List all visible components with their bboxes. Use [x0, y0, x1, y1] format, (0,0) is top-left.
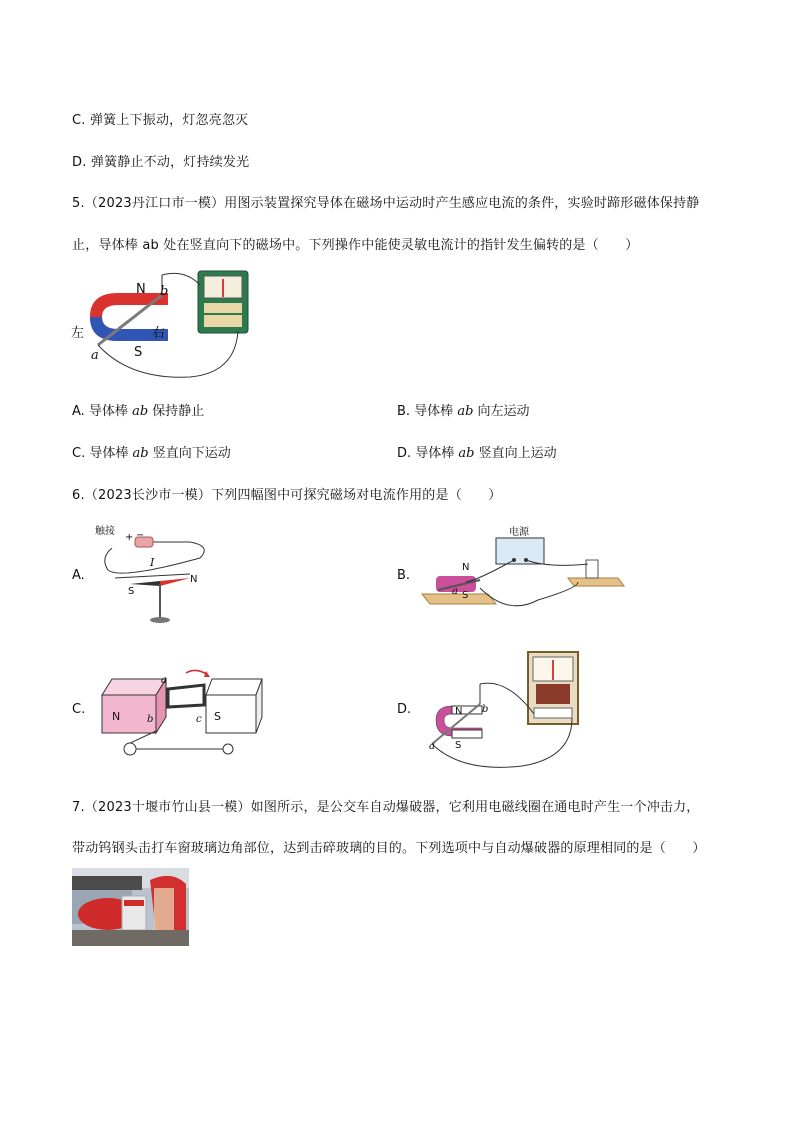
- q6b-label-power: 电源: [509, 527, 529, 538]
- q4-option-d: D. 弹簧静止不动，灯持续发光: [72, 155, 250, 170]
- q5-stem-line1: 5.（2023丹江口市一模）用图示装置探究导体在磁场中运动时产生感应电流的条件，实验时蹄形磁体保持静: [72, 196, 700, 211]
- q6c-label-b: b: [147, 714, 154, 725]
- q6c-label-s: S: [214, 710, 221, 723]
- q6-option-b-letter[interactable]: B.: [397, 568, 411, 583]
- q5-label-s: S: [134, 345, 143, 360]
- q6-option-a-letter[interactable]: A.: [72, 568, 85, 583]
- q6d-label-a: a: [429, 741, 435, 752]
- q5-label-right: 右: [152, 326, 166, 341]
- q5-option-c[interactable]: C. 导体棒 ab 竖直向下运动: [72, 446, 231, 461]
- q6-stem-line1: 6.（2023长沙市一模）下列四幅图中可探究磁场对电流作用的是（ ）: [72, 488, 502, 503]
- q5-option-b[interactable]: B. 导体棒 ab 向左运动: [397, 404, 530, 419]
- q5-label-n: N: [136, 282, 146, 297]
- q6-option-c-letter[interactable]: C.: [72, 702, 86, 717]
- q6a-needle-north: [160, 578, 190, 586]
- q6d-label-n: N: [455, 706, 463, 717]
- q5-label-b: b: [160, 284, 169, 299]
- q6a-label-minus: −: [136, 530, 145, 541]
- q5-option-a[interactable]: A. 导体棒 ab 保持静止: [72, 404, 205, 419]
- q6a-needle-south: [130, 581, 160, 586]
- q6a-label-current: I: [150, 556, 155, 569]
- q6-figure-d-generator: [422, 648, 587, 773]
- q5-figure-generator-circuit: [70, 265, 270, 385]
- q4-option-c: C. 弹簧上下振动，灯忽亮忽灭: [72, 113, 249, 128]
- q5-stem-line2: 止，导体棒 ab 处在竖直向下的磁场中。下列操作中能使灵敏电流计的指针发生偏转的是（ ）: [72, 238, 639, 253]
- q6a-label-plus: +: [125, 532, 134, 543]
- q6c-label-n: N: [112, 710, 121, 723]
- q6b-label-a: a: [452, 586, 458, 597]
- q6d-label-s: S: [455, 740, 462, 751]
- q6b-label-n: N: [462, 562, 470, 573]
- q6b-power-supply: [496, 538, 544, 564]
- q6c-label-a: a: [161, 675, 167, 686]
- q7-photo-auto-breaker: [72, 868, 189, 946]
- q6d-label-b: b: [482, 704, 489, 715]
- q6c-label-c: c: [196, 714, 202, 725]
- q6a-label-s: S: [128, 586, 135, 597]
- q7-stem-line2: 带动钨钢头击打车窗玻璃边角部位，达到击碎玻璃的目的。下列选项中与自动爆破器的原理相同的是（ ）: [72, 841, 706, 856]
- q5-option-d[interactable]: D. 导体棒 ab 竖直向上运动: [397, 446, 557, 461]
- q6b-base-left: [422, 594, 496, 604]
- q6-option-d-letter[interactable]: D.: [397, 702, 412, 717]
- q6a-label-touch: 触接: [95, 526, 115, 537]
- q7-stem-line1: 7.（2023十堰市竹山县一模）如图所示，是公交车自动爆破器，它利用电磁线圈在通电时产生一个冲击力，: [72, 800, 700, 815]
- q6c-coil: [168, 685, 204, 707]
- q6b-label-s: S: [462, 590, 469, 601]
- q6c-magnet-s-top: [206, 679, 262, 695]
- q6a-label-n: N: [190, 574, 198, 585]
- q6c-magnet-n-top: [102, 679, 166, 695]
- q5-label-a: a: [91, 348, 99, 363]
- q5-label-left: 左: [71, 326, 85, 341]
- q6-figure-c-coil: [96, 655, 266, 760]
